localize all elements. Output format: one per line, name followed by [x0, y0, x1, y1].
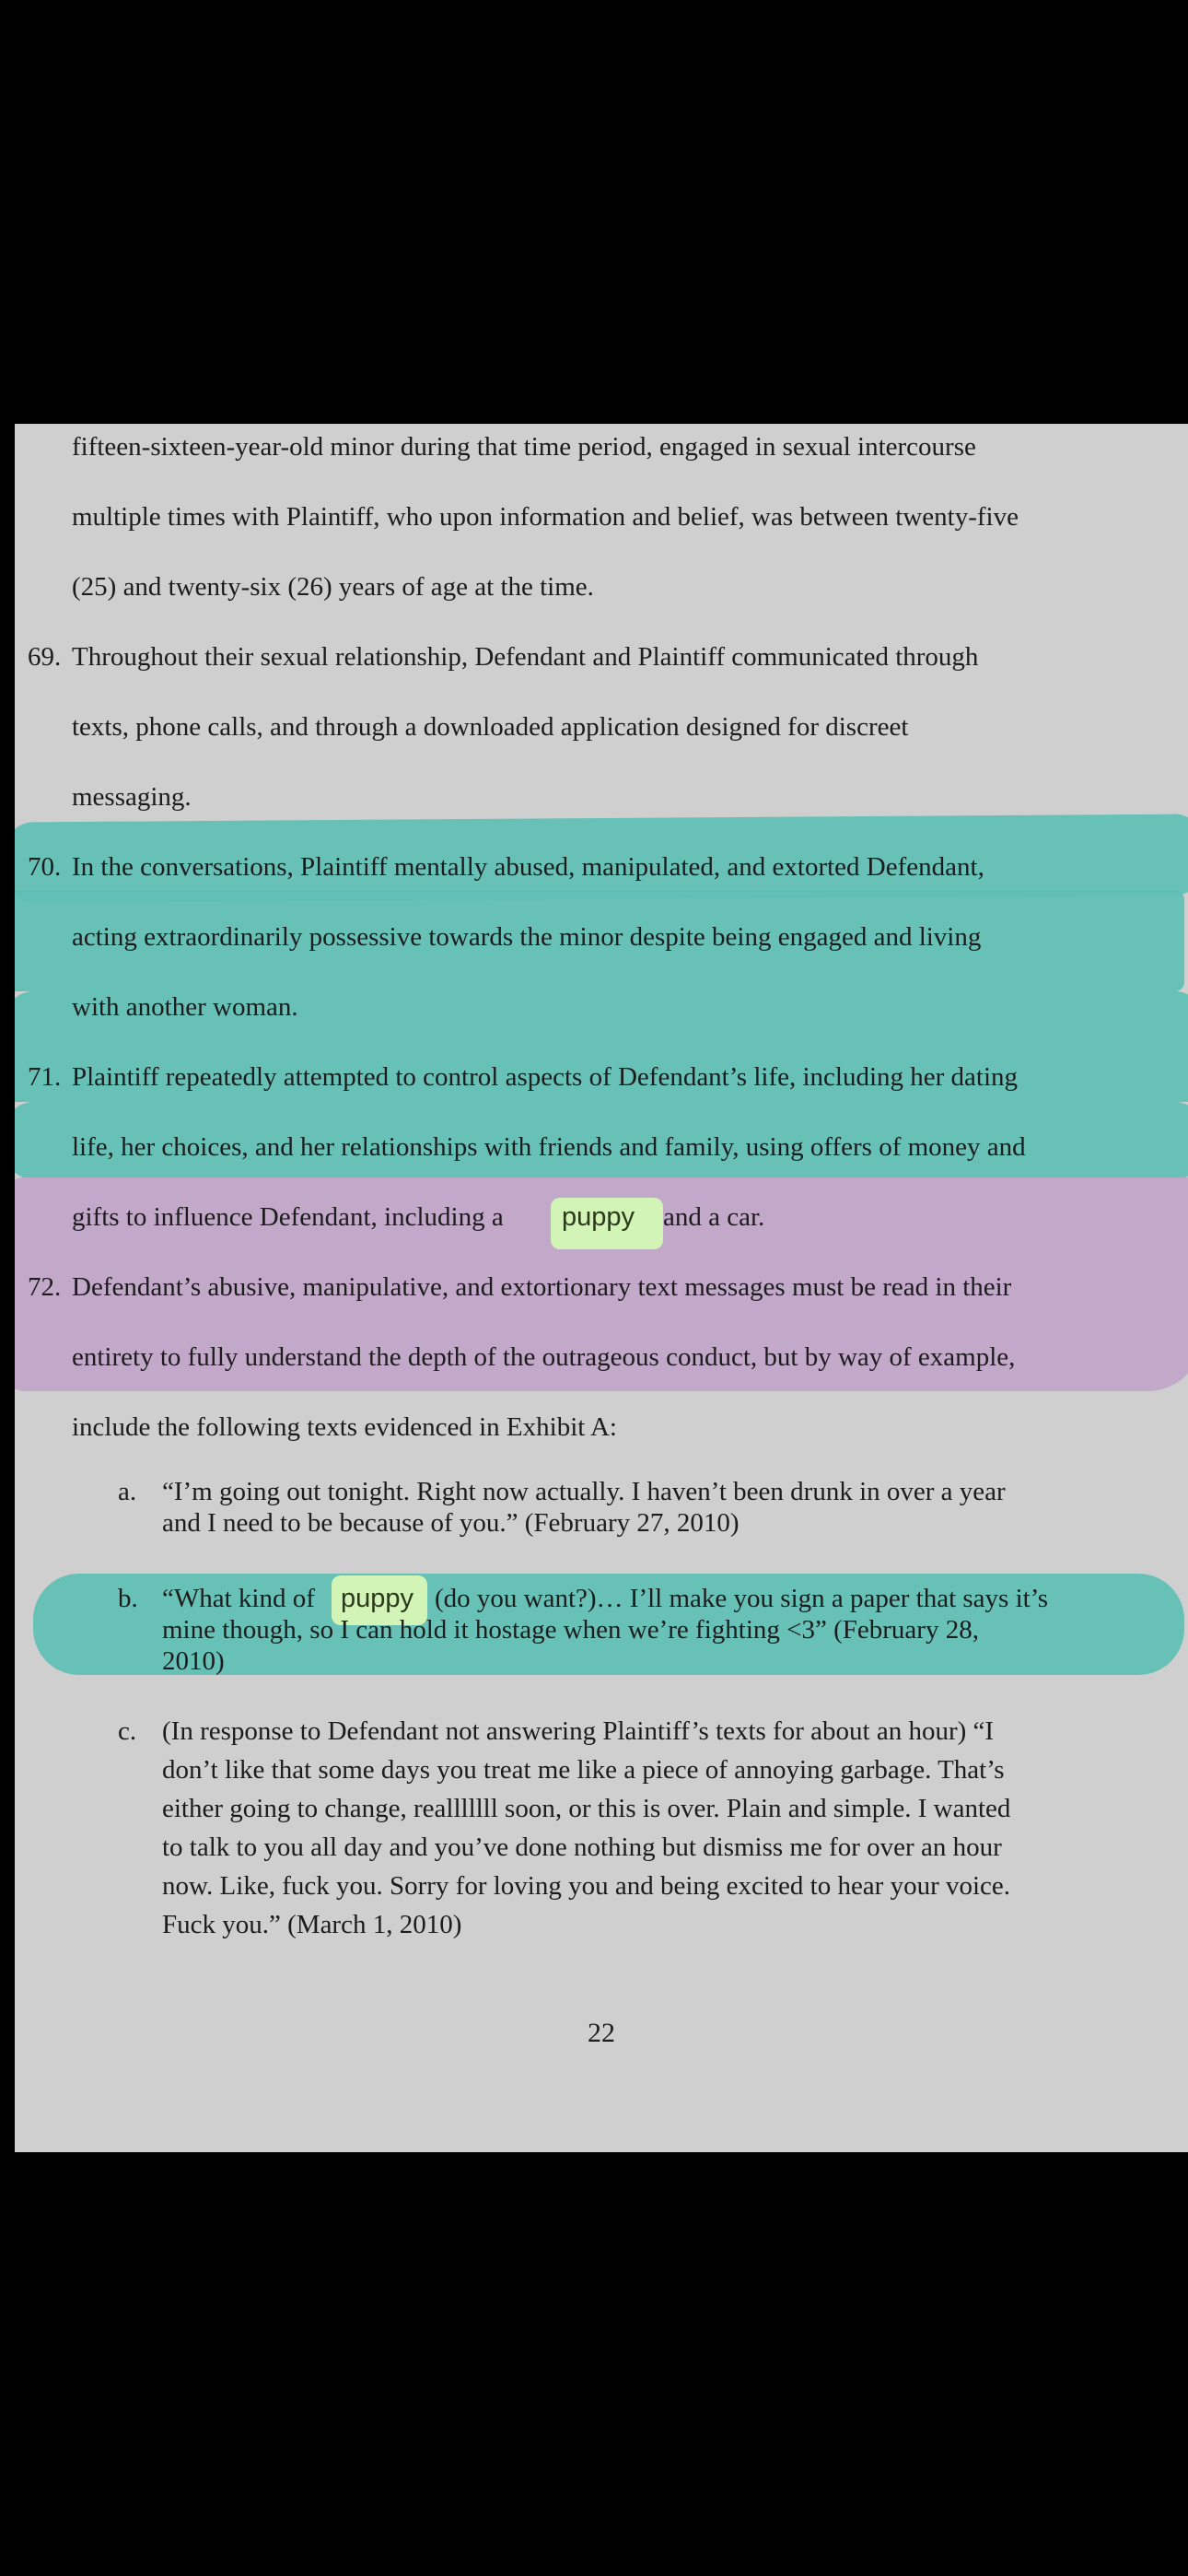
paragraph-72-line-1: Defendant’s abusive, manipulative, and extortionary text messages must be read in their [72, 1272, 1012, 1302]
paragraph-71-line-1: Plaintiff repeatedly attempted to control aspects of Defendant’s life, including her dating [72, 1062, 1019, 1092]
sub-item-c-line-6: Fuck you.” (March 1, 2010) [162, 1910, 462, 1939]
sub-item-letter-b: b. [118, 1584, 138, 1613]
paragraph-71-puppy-word: puppy [562, 1202, 635, 1232]
paragraph-number-71: 71. [28, 1062, 62, 1092]
sub-item-letter-c: c. [118, 1716, 137, 1746]
paragraph-72-line-3: include the following texts evidenced in Exhibit A: [72, 1412, 617, 1442]
paragraph-69-line-1: Throughout their sexual relationship, Defendant and Plaintiff communicated through [72, 642, 979, 672]
paragraph-number-72: 72. [28, 1272, 62, 1302]
sub-item-b-puppy-word: puppy [341, 1584, 414, 1613]
sub-item-b-line-2: mine though, so I can hold it hostage when we’re fighting <3” (February 28, [162, 1615, 979, 1645]
page-number: 22 [588, 2018, 615, 2048]
sub-item-a-line-2: and I need to be because of you.” (February 27, 2010) [162, 1508, 740, 1538]
sub-item-a-line-1: “I’m going out tonight. Right now actually. I haven’t been drunk in over a year [162, 1477, 1006, 1506]
paragraph-70-line-3: with another woman. [72, 992, 298, 1022]
paragraph-69-line-3: messaging. [72, 782, 192, 812]
sub-item-b-line-1: “What kind of [162, 1584, 315, 1613]
paragraph-number-70: 70. [28, 852, 62, 882]
intro-line-3: (25) and twenty-six (26) years of age at the time. [72, 572, 594, 602]
paragraph-71-line-2: life, her choices, and her relationships with friends and family, using offers of money and [72, 1132, 1026, 1162]
intro-line-1: fifteen-sixteen-year-old minor during that time period, engaged in sexual intercourse [72, 432, 976, 462]
bottom-black-bar [0, 2152, 1188, 2576]
sub-item-c-line-3: either going to change, realllllll soon, or this is over. Plain and simple. I wanted [162, 1794, 1011, 1823]
paragraph-number-69: 69. [28, 642, 62, 672]
sub-item-c-line-4: to talk to you all day and you’ve done nothing but dismiss me for over an hour [162, 1832, 1002, 1862]
sub-item-c-line-2: don’t like that some days you treat me like a piece of annoying garbage. That’s [162, 1755, 1005, 1785]
top-black-bar [0, 0, 1188, 424]
paragraph-71-line-3-end: and a car. [663, 1202, 765, 1232]
document-page[interactable] [15, 424, 1188, 2152]
paragraph-71-line-3: gifts to influence Defendant, including a [72, 1202, 504, 1232]
intro-line-2: multiple times with Plaintiff, who upon information and belief, was between twenty-five [72, 502, 1019, 532]
sub-item-b-line-1-end: (do you want?)… I’ll make you sign a paper that says it’s [435, 1584, 1049, 1613]
paragraph-70-line-1: In the conversations, Plaintiff mentally abused, manipulated, and extorted Defendant, [72, 852, 984, 882]
paragraph-70-line-2: acting extraordinarily possessive towards the minor despite being engaged and living [72, 922, 982, 952]
sub-item-c-line-5: now. Like, fuck you. Sorry for loving you and being excited to hear your voice. [162, 1871, 1011, 1901]
sub-item-b-line-3: 2010) [162, 1646, 225, 1676]
paragraph-72-line-2: entirety to fully understand the depth of the outrageous conduct, but by way of example, [72, 1342, 1016, 1372]
sub-item-letter-a: a. [118, 1477, 137, 1506]
sub-item-c-line-1: (In response to Defendant not answering Plaintiff’s texts for about an hour) “I [162, 1716, 995, 1746]
paragraph-69-line-2: texts, phone calls, and through a downloaded application designed for discreet [72, 712, 909, 742]
